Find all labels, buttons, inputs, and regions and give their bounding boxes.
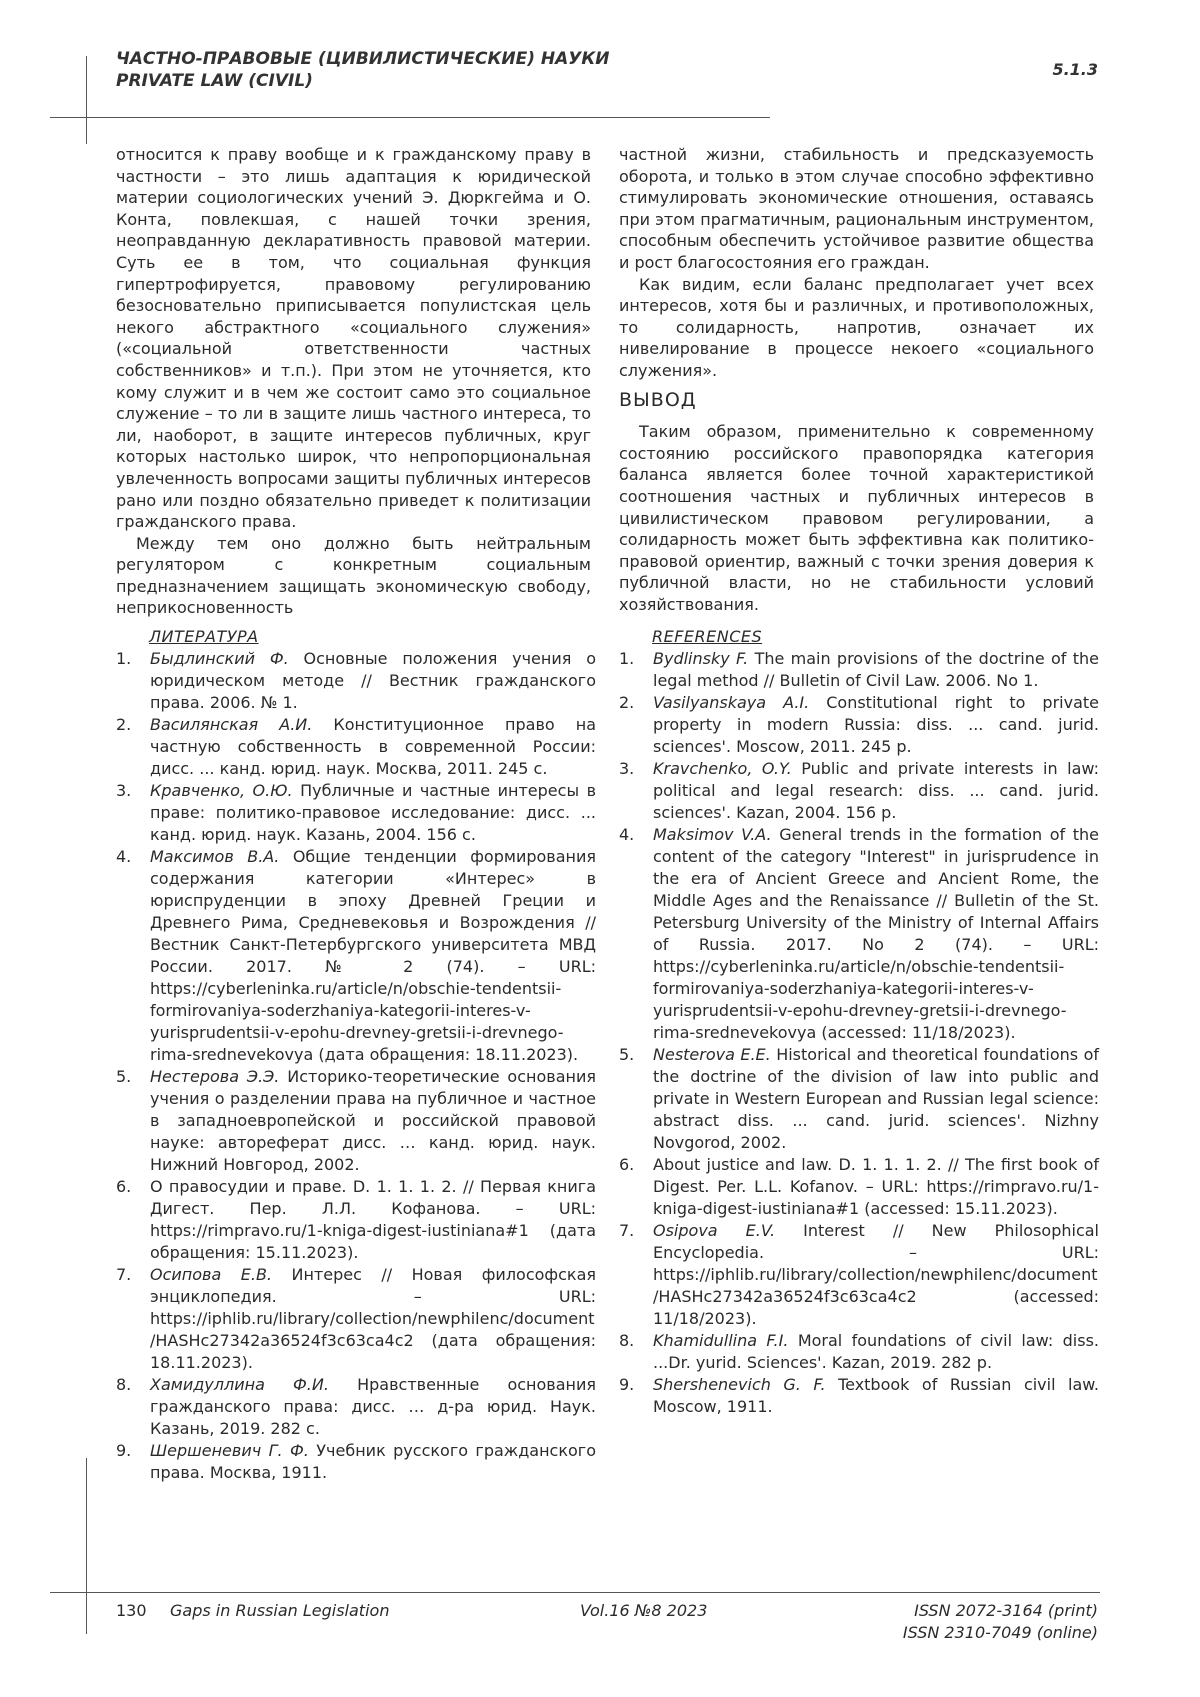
conclusion-heading: ВЫВОД [619, 388, 697, 411]
reference-item: 9. Шершеневич Г. Ф. Учебник русского гражданского права. Москва, 1911. [116, 1441, 596, 1482]
section-title-ru: ЧАСТНО-ПРАВОВЫЕ (ЦИВИЛИСТИЧЕСКИЕ) НАУКИ [116, 49, 610, 69]
references-en-title: REFERENCES [652, 627, 763, 646]
reference-item: 7. Осипова Е.В. Интерес // Новая философская энциклопедия. – URL: https://iphlib.ru/library/collection/newphilenc/document/HASHc27342a36524f3c63ca4c2 (дата обращения: 18.11.2023). [116, 1265, 596, 1372]
paragraph: Как видим, если баланс предполагает учет всех интересов, хотя бы и различных, и противоположных, то солидарность, напротив, означает их нивелирование в процессе некоего «социального служения». [619, 274, 1094, 380]
reference-item: 6. About justice and law. D. 1. 1. 1. 2. // The first book of Digest. Per. L.L. Kofanov. – URL: https://rimpravo.ru/1-kniga-digest-iustiniana#1 (accessed: 15.11.2023). [619, 1155, 1099, 1218]
reference-item: 4. Максимов В.А. Общие тенденции формирования содержания категории «Интерес» в юриспруденции в эпоху Древней Греции и Древнего Рима, Средневековья и Возрождения // Вестник Санкт-Петербургского университета МВД России. 2017. № 2 (74). – URL: https://cyberleninka.ru/article/n/obschie-tendentsii-formirovaniya-soderzhaniya-kategorii-interes-v-yurisprudentsii-v-epohu-drevney-gretsii-i-drevnego-rima-srednevekovya (дата обращения: 18.11.2023). [116, 847, 597, 1064]
paragraph: относится к праву вообще и к гражданскому праву в частности – это лишь адаптация к юридической материи социологических учений Э. Дюркгейма и О. Конта, повлекшая, с нашей точки зрения, неоправданную декларативность правовой материи. Суть ее в том, что социальная функция гипертрофируется, правовому регулированию безосновательно приписывается популистская цель некого абстрактного «социального служения» («социальной ответственности частных собственников» и т.п.). При этом не уточняется, кто кому служит и в чем же состоит само это социальное служение – то ли в защите лишь частного интереса, то ли, наоборот, в защите интересов публичных, круг которых настолько широк, что непропорциональная увлеченность вопросами защиты публичных интересов рано или поздно обязательно приведет к политизации гражданского права. [116, 145, 591, 532]
specialty-code: 5.1.3 [1052, 60, 1098, 79]
reference-item: 8. Хамидуллина Ф.И. Нравственные основания гражданского права: дисс. … д-ра юрид. Наук. Казань, 2019. 282 с. [116, 1375, 597, 1438]
header-horizontal-rule [50, 117, 770, 118]
issn-online: ISSN 2310-7049 (online) [902, 1623, 1098, 1642]
references-ru-list [116, 648, 596, 1484]
reference-item: 7. Osipova E.V. Interest // New Philosophical Encyclopedia. – URL: https://iphlib.ru/library/collection/newphilenc/document/HASHc27342a36524f3c63ca4c2 (accessed: 11/18/2023). [619, 1221, 1099, 1328]
page-number: 130 [116, 1601, 147, 1620]
references-ru-title: ЛИТЕРАТУРА [149, 627, 259, 646]
issn-print: ISSN 2072-3164 (print) [914, 1601, 1098, 1620]
body-column-right [619, 144, 1094, 615]
reference-item: 1. Быдлинский Ф. Основные положения учения о юридическом методе // Вестник гражданского права. 2006. № 1. [116, 649, 596, 712]
running-header [116, 48, 610, 92]
references-ru [116, 626, 596, 1484]
footer-horizontal-rule [50, 1592, 1100, 1593]
reference-item: 2. Vasilyanskaya A.I. Constitutional right to private property in modern Russia: diss. ... cand. jurid. sciences'. Moscow, 2011. 245 p. [619, 693, 1099, 756]
journal-volume: Vol.16 №8 2023 [580, 1601, 708, 1620]
reference-item: 6. О правосудии и праве. D. 1. 1. 1. 2. // Первая книга Дигест. Пер. Л.Л. Кофанова. – URL: https://rimpravo.ru/1-kniga-digest-iustiniana#1 (дата обращения: 15.11.2023). [116, 1177, 596, 1262]
paragraph: Между тем оно должно быть нейтральным регулятором с конкретным социальным предназначением защищать экономическую свободу, неприкосновенность [116, 533, 591, 618]
reference-item: 2. Василянская А.И. Конституционное право на частную собственность в современной России: дисс. ... канд. юрид. наук. Москва, 2011. 245 с. [116, 715, 596, 778]
journal-name: Gaps in Russian Legislation [170, 1601, 390, 1620]
reference-item: 5. Nesterova E.E. Historical and theoretical foundations of the doctrine of the division of law into public and private in Western European and Russian legal science: abstract diss. ... cand. jurid. sciences'. Nizhny Novgorod, 2002. [619, 1045, 1099, 1152]
references-en-list [619, 648, 1099, 1418]
reference-item: 9. Shershenevich G. F. Textbook of Russian civil law. Moscow, 1911. [619, 1375, 1099, 1416]
conclusion-paragraph: Таким образом, применительно к современному состоянию российского правопорядка категория баланса является более точной характеристикой соотношения частных и публичных интересов в цивилистическом правовом регулировании, а солидарность может быть эффективна как политико-правовой ориентир, важный с точки зрения доверия к публичной власти, но не стабильности условий хозяйствования. [619, 422, 1094, 614]
issn-block [903, 1600, 1098, 1644]
reference-item: 3. Кравченко, О.Ю. Публичные и частные интересы в праве: политико-правовое исследование: дисс. ... канд. юрид. наук. Казань, 2004. 156 с. [116, 781, 597, 844]
footer-vertical-rule [86, 1458, 87, 1634]
section-title-en: PRIVATE LAW (CIVIL) [116, 71, 313, 91]
paragraph: частной жизни, стабильность и предсказуемость оборота, и только в этом случае способно эффективно стимулировать экономические отношения, оставаясь при этом прагматичным, рациональным инструментом, способным обеспечить устойчивое развитие общества и рост благосостояния его граждан. [619, 145, 1094, 272]
header-vertical-rule [86, 56, 87, 144]
reference-item: 5. Нестерова Э.Э. Историко-теоретические основания учения о разделении права на публичное и частное в западноевропейской и российской правовой науке: автореферат дисс. … канд. юрид. наук. Нижний Новгород, 2002. [116, 1067, 596, 1174]
references-en [619, 626, 1099, 1418]
reference-item: 3. Kravchenko, O.Y. Public and private interests in law: political and legal research: diss. ... cand. jurid. sciences'. Kazan, 2004. 156 p. [619, 759, 1099, 822]
body-column-left [116, 144, 591, 619]
reference-item: 1. Bydlinsky F. The main provisions of the doctrine of the legal method // Bulletin of Civil Law. 2006. No 1. [619, 649, 1100, 690]
reference-item: 4. Maksimov V.A. General trends in the formation of the content of the category "Interest" in jurisprudence in the era of Ancient Greece and Ancient Rome, the Middle Ages and the Renaissance // Bulletin of the St. Petersburg University of the Ministry of Internal Affairs of Russia. 2017. No 2 (74). – URL: https://cyberleninka.ru/article/n/obschie-tendentsii-formirovaniya-soderzhaniya-kategorii-interes-v-yurisprudentsii-v-epohu-drevney-gretsii-i-drevnego-rima-srednevekovya (accessed: 11/18/2023). [619, 825, 1099, 1042]
reference-item: 8. Khamidullina F.I. Moral foundations of civil law: diss. ...Dr. yurid. Sciences'. Kazan, 2019. 282 p. [619, 1331, 1099, 1372]
